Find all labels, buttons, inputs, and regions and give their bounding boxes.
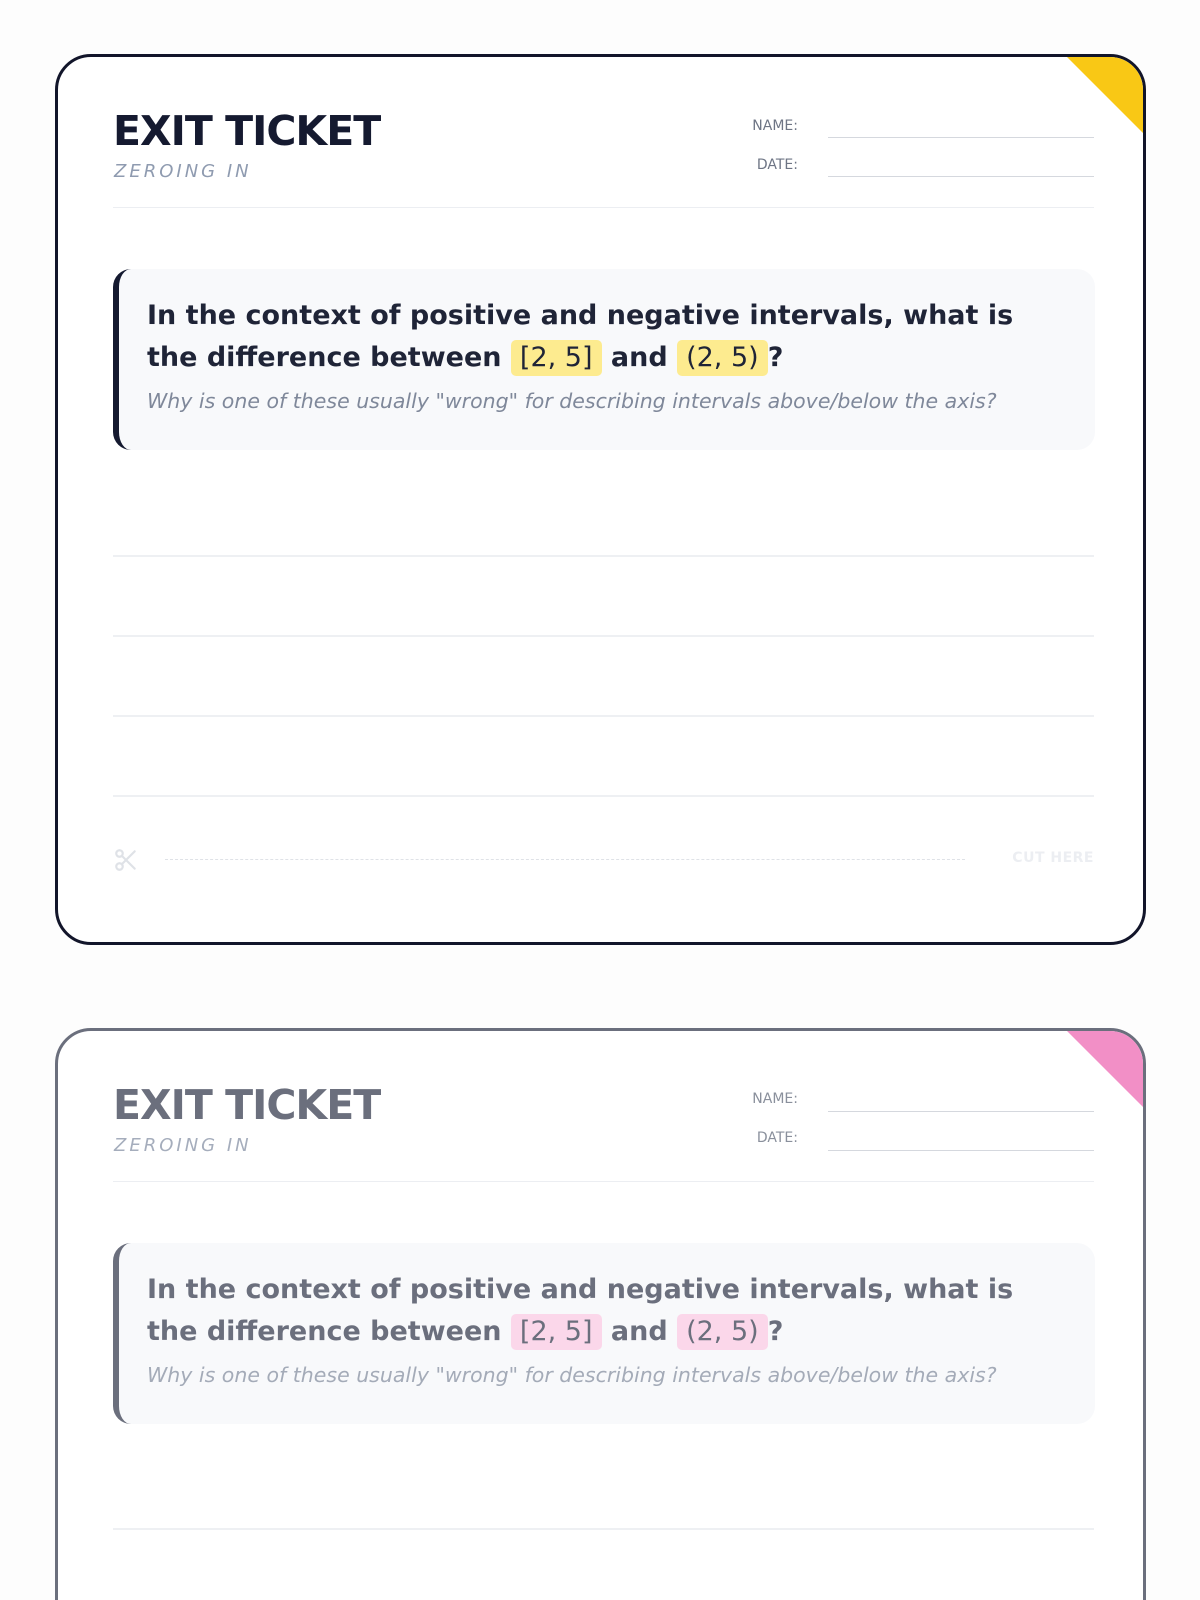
interval-open-chip: (2, 5)	[677, 340, 768, 376]
exit-ticket-card	[55, 1028, 1146, 1600]
question-text: In the context of positive and negative intervals, what is the difference between [2, 5] and (2, 5) ?	[147, 295, 1047, 379]
ticket-title: EXIT TICKET	[113, 1081, 381, 1129]
header-divider	[113, 1181, 1094, 1182]
question-hint: Why is one of these usually "wrong" for describing intervals above/below the axis?	[147, 1363, 997, 1387]
ticket-subtitle: ZEROING IN	[114, 161, 252, 182]
answer-line[interactable]	[113, 1528, 1094, 1530]
corner-accent	[1065, 1029, 1145, 1109]
name-field[interactable]	[828, 137, 1094, 138]
date-field[interactable]	[828, 1150, 1094, 1151]
answer-line[interactable]	[113, 795, 1094, 797]
name-label: NAME:	[752, 1091, 798, 1107]
question-text: In the context of positive and negative intervals, what is the difference between [2, 5] and (2, 5) ?	[147, 1269, 1047, 1353]
interval-closed-chip: [2, 5]	[511, 1314, 602, 1350]
interval-closed-chip: [2, 5]	[511, 340, 602, 376]
scissors-icon	[113, 847, 139, 873]
exit-ticket-card	[55, 54, 1146, 945]
name-label: NAME:	[752, 118, 798, 134]
name-field[interactable]	[828, 1111, 1094, 1112]
interval-open-chip: (2, 5)	[677, 1314, 768, 1350]
ticket-subtitle: ZEROING IN	[114, 1135, 252, 1156]
question-box	[113, 1243, 1095, 1424]
answer-line[interactable]	[113, 555, 1094, 557]
date-label: DATE:	[756, 1130, 798, 1146]
ticket-title: EXIT TICKET	[113, 107, 381, 155]
answer-line[interactable]	[113, 715, 1094, 717]
answer-line[interactable]	[113, 635, 1094, 637]
date-label: DATE:	[756, 157, 798, 173]
question-box	[113, 269, 1095, 450]
cut-line-row	[113, 845, 1094, 875]
corner-accent	[1065, 55, 1145, 135]
cut-dashed-line	[165, 859, 965, 860]
header-divider	[113, 207, 1094, 208]
question-hint: Why is one of these usually "wrong" for describing intervals above/below the axis?	[147, 389, 997, 413]
cut-here-label: CUT HERE	[1012, 850, 1094, 866]
date-field[interactable]	[828, 176, 1094, 177]
